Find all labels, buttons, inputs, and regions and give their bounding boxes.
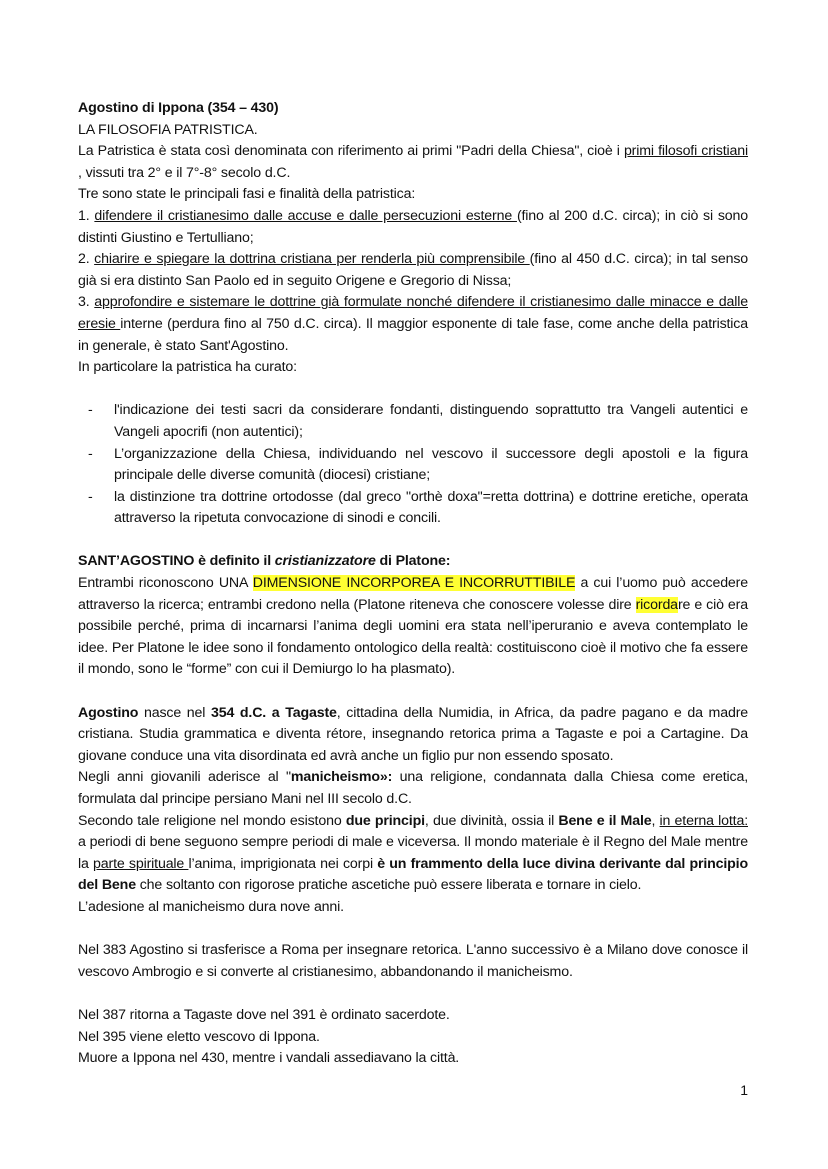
bold-text: due principi <box>345 812 425 829</box>
bold-text: cristianizzatore <box>274 553 376 570</box>
text-run: Negli anni giovanili aderisce al " <box>78 769 291 786</box>
text-run: Secondo tale religione nel mondo esistono <box>78 812 346 829</box>
bold-text: è un frammento della luce divina derivante dal principio del Bene <box>78 855 748 894</box>
text-run: L’organizzazione della Chiesa, individuando nel vescovo il successore degli apostoli e la figura principale delle diverse comunità (diocesi) cristiane; <box>114 445 748 484</box>
underlined-text: primi filosofi cristiani <box>623 143 749 160</box>
text-run: LA FILOSOFIA PATRISTICA. <box>78 121 258 138</box>
text-run: , cittadina della Numidia, in Africa, da padre pagano e da madre cristiana. Studia grammatica e diventa rétore, insegnando retorica prima a Tagaste e poi a Cartagine. Da giovane conduce una vita disordinata ed avrà anche un figlio pur non essendo sposato. <box>78 704 749 764</box>
text-run: Muore a Ippona nel 430, mentre i vandali assediavano la città. <box>78 1050 460 1067</box>
text-run: l'indicazione dei testi sacri da considerare fondanti, distinguendo soprattutto tra Vangeli autentici e Vangeli apocrifi (non autentici); <box>114 402 748 440</box>
text-run: Tre sono state le principali fasi e finalità della patristica: <box>78 186 416 203</box>
underlined-text: in eterna lotta: <box>659 812 748 829</box>
text-run: L’adesione al manicheismo dura nove anni. <box>78 898 344 915</box>
patristica-bullet-list <box>78 400 748 530</box>
paragraph <box>78 1027 748 1049</box>
list-item <box>78 400 748 443</box>
text-run: nasce nel <box>138 704 211 721</box>
text-run: re e ciò era possibile perché, prima di incarnarsi l’anima degli uomini era stata nell’iperuranio e aveva contemplato le idee. Per Platone le idee sono il fondamento ontologico della realtà: costituiscono cioè il motivo che fa essere il mondo, sono le “forme” con cui il Demiurgo lo ha plasmato). <box>78 596 748 678</box>
underlined-text: approfondire e sistemare le dottrine già formulate nonché difendere il cristianesimo dalle minacce e dalle eresie <box>78 294 748 332</box>
text-run: la distinzione tra dottrine ortodosse (dal greco "orthè doxa"=retta dottrina) e dottrine eretiche, operata attraverso la ripetuta convocazione di sinodi e concili. <box>114 488 748 527</box>
bold-text: di Platone: <box>375 553 451 570</box>
text-run: , <box>651 812 660 829</box>
text-run: In particolare la patristica ha curato: <box>78 359 297 376</box>
text-run: 1. <box>78 207 95 224</box>
bold-text: 354 d.C. a Tagaste <box>210 704 337 721</box>
highlighted-text: ricorda <box>635 596 678 613</box>
paragraph <box>78 357 748 379</box>
paragraph <box>78 249 748 292</box>
paragraph <box>78 120 748 142</box>
text-run: interne (perdura fino al 750 d.C. circa). Il maggior esponente di tale fase, come anche della patristica in generale, è stato Sant'Agostino. <box>78 315 748 354</box>
bold-text: Agostino <box>78 704 139 721</box>
text-run: (fino al 450 d.C. circa); in tal senso già si era distinto San Paolo ed in seguito Origene e Gregorio di Nissa; <box>78 251 749 289</box>
text-run: Nel 395 viene eletto vescovo di Ippona. <box>78 1028 320 1045</box>
paragraph <box>78 141 748 184</box>
highlighted-text: DIMENSIONE INCORPOREA E INCORRUTTIBILE <box>252 575 576 592</box>
list-item <box>78 444 748 487</box>
bold-text: Agostino di Ippona (354 – 430) <box>78 100 279 116</box>
bold-text: SANT’AGOSTINO è definito il <box>78 553 275 570</box>
paragraph <box>78 292 748 357</box>
underlined-text: parte spirituale <box>93 855 189 872</box>
paragraph <box>78 1005 748 1027</box>
text-run: a cui l’uomo può accedere attraverso la ricerca; entrambi credono nella (Platone riteneva che conoscere volesse dire <box>78 575 748 613</box>
text-run: che soltanto con rigorose pratiche ascetiche può essere liberata e tornare in cielo. <box>135 877 642 894</box>
bold-text: manicheismo»: <box>290 769 393 786</box>
text-run: 3. <box>78 294 95 311</box>
text-run: (fino al 200 d.C. circa); in ciò si sono distinti Giustino e Tertulliano; <box>78 207 748 246</box>
text-run: Nel 383 Agostino si trasferisce a Roma per insegnare retorica. L'anno successivo è a Milano dove conosce il vescovo Ambrogio e si converte al cristianesimo, abbandonando il manicheismo. <box>78 942 748 980</box>
section-ultimi-anni <box>78 1005 748 1070</box>
text-run: una religione, condannata dalla Chiesa come eretica, formulata dal principe persiano Mani nel III secolo d.C. <box>78 769 749 807</box>
bold-text: Bene e il Male <box>558 812 652 829</box>
section-cristianizzatore <box>78 551 748 681</box>
section-roma-milano <box>78 940 748 983</box>
paragraph <box>78 551 748 573</box>
text-run: La Patristica è stata così denominata con riferimento ai primi "Padri della Chiesa", cioè i <box>78 143 624 160</box>
paragraph <box>78 184 748 206</box>
document-page <box>78 98 748 1070</box>
page-number: 1 <box>740 1082 748 1098</box>
paragraph <box>78 767 748 810</box>
paragraph <box>78 703 748 768</box>
underlined-text: difendere il cristianesimo dalle accuse e dalle persecuzioni esterne <box>94 207 517 224</box>
section-patristica <box>78 120 748 379</box>
text-run: , vissuti tra 2° e il 7°-8° secolo d.C. <box>78 164 291 181</box>
list-item <box>78 487 748 530</box>
paragraph <box>78 897 748 919</box>
paragraph <box>78 811 748 897</box>
text-run: Entrambi riconoscono UNA <box>78 575 253 592</box>
paragraph <box>78 1048 748 1070</box>
paragraph <box>78 206 748 249</box>
underlined-text: chiarire e spiegare la dottrina cristiana per renderla più comprensibile <box>94 251 530 268</box>
text-run: 2. <box>78 251 95 268</box>
section-biografia <box>78 703 748 919</box>
text-run: , due divinità, ossia il <box>424 812 559 829</box>
document-title <box>78 98 748 120</box>
text-run: l’anima, imprigionata nei corpi <box>188 855 378 872</box>
text-run: Nel 387 ritorna a Tagaste dove nel 391 è ordinato sacerdote. <box>78 1006 450 1023</box>
paragraph <box>78 573 748 681</box>
paragraph <box>78 940 748 983</box>
text-run: a periodi di bene seguono sempre periodi di male e viceversa. Il mondo materiale è il Regno del Male mentre la <box>78 834 748 872</box>
